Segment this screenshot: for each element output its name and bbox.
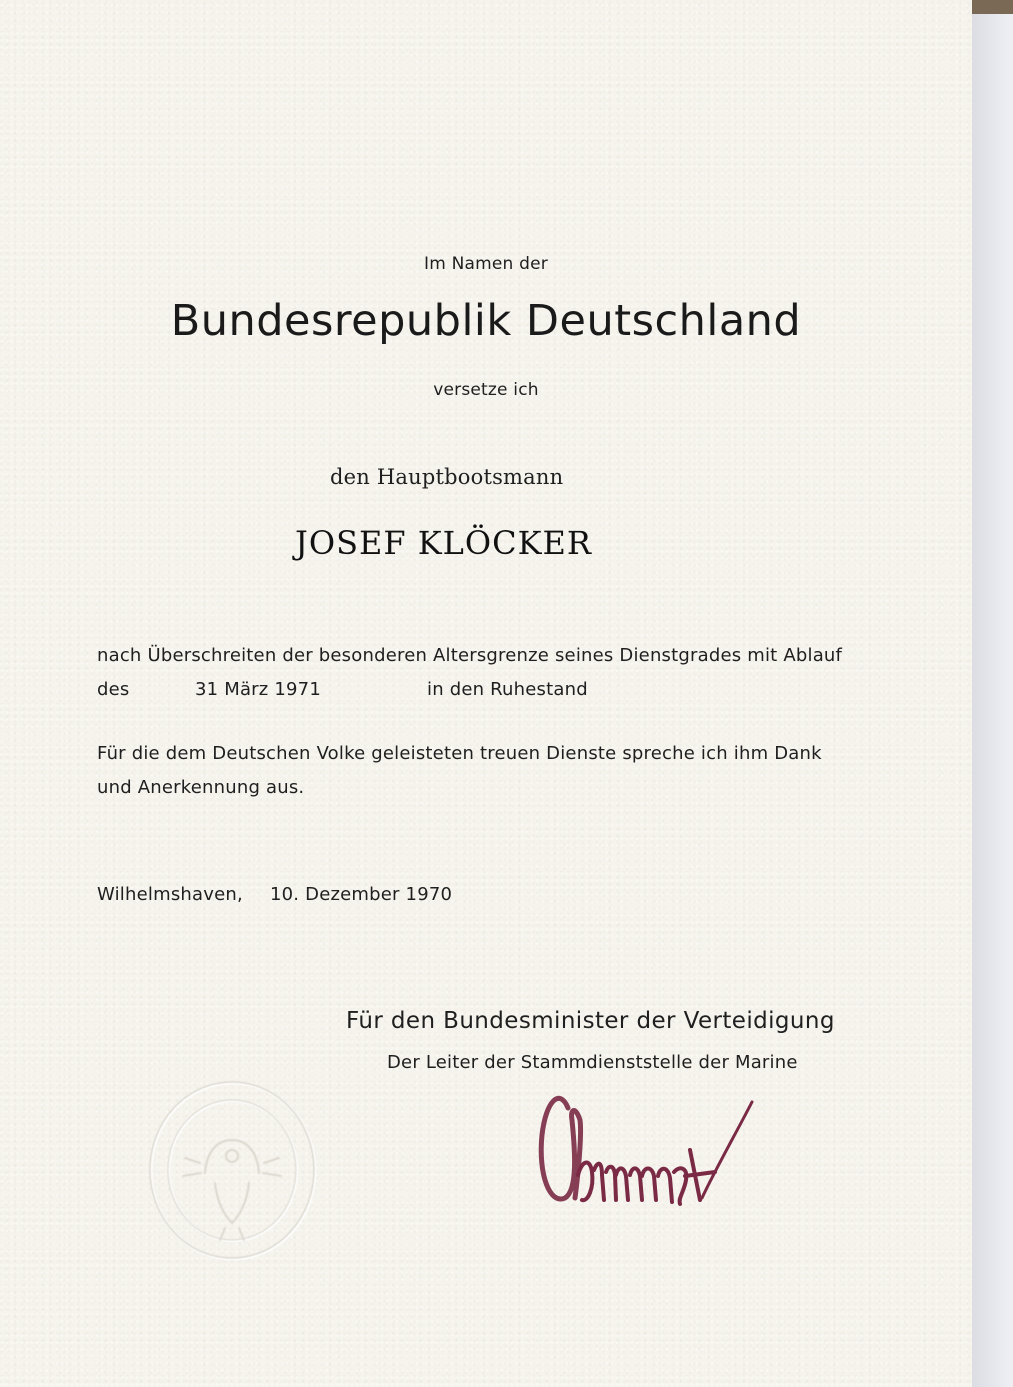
verb-line: versetze ich (433, 380, 539, 400)
embossed-eagle-seal-icon (145, 1078, 320, 1263)
body-line-2-prefix: des (97, 679, 130, 700)
handwritten-signature-icon (520, 1080, 770, 1230)
rank-line: den Hauptbootsmann (330, 465, 564, 489)
signatory-office: Der Leiter der Stammdienststelle der Marine (387, 1052, 798, 1073)
issue-date: 10. Dezember 1970 (270, 884, 453, 905)
country-title: Bundesrepublik Deutschland (170, 296, 802, 346)
signatory-title: Für den Bundesminister der Verteidigung (346, 1008, 835, 1034)
thanks-line-1: Für die dem Deutschen Volke geleisteten treuen Dienste spreche ich ihm Dank (97, 743, 822, 764)
recipient-name: JOSEF KLÖCKER (295, 524, 592, 562)
thanks-line-2: und Anerkennung aus. (97, 777, 305, 798)
body-line-2-suffix: in den Ruhestand (427, 679, 588, 700)
place: Wilhelmshaven, (97, 884, 243, 905)
retirement-date: 31 März 1971 (195, 679, 321, 700)
background-strip (972, 0, 1013, 1387)
body-line-1: nach Überschreiten der besonderen Altersgrenze seines Dienstgrades mit Ablauf (97, 645, 843, 666)
intro-line: Im Namen der (424, 254, 548, 274)
background-edge (972, 0, 1013, 14)
